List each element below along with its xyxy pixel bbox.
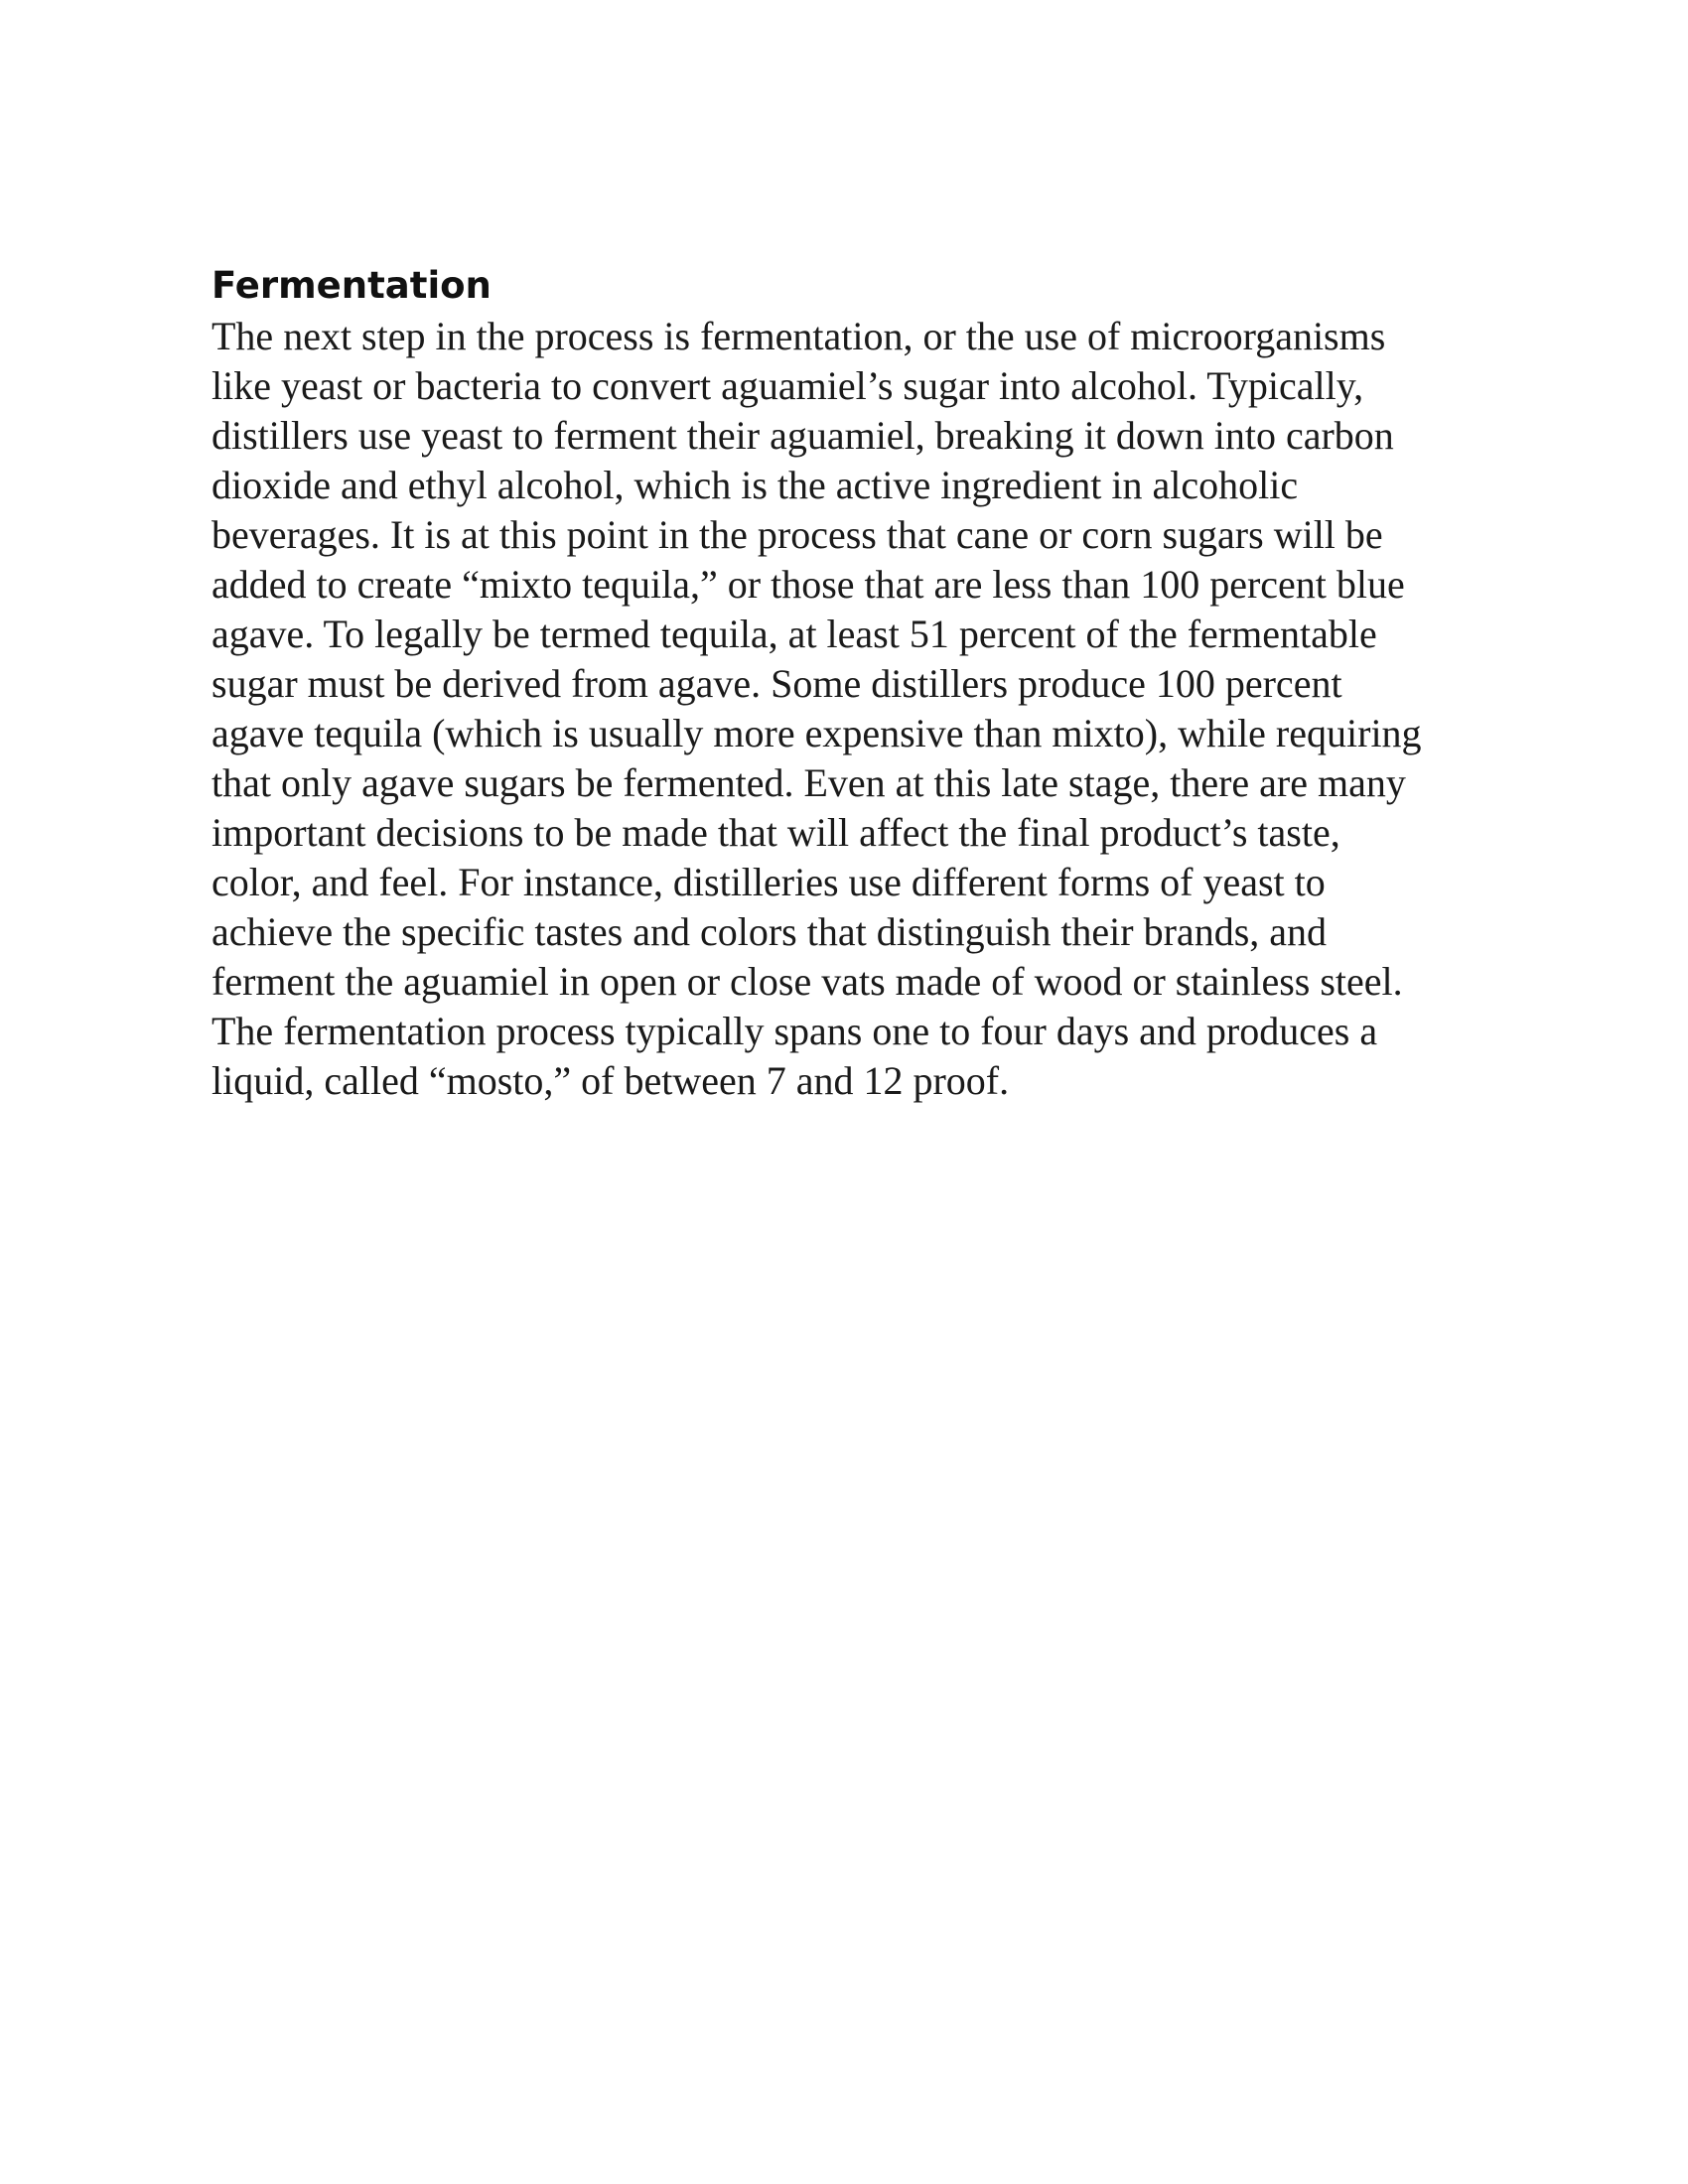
paragraph-line: ferment the aguamiel in open or close vats made of wood or stainless steel. bbox=[211, 959, 1403, 1004]
paragraph-line: that only agave sugars be fermented. Even at this late stage, there are many bbox=[211, 760, 1406, 805]
paragraph-line: dioxide and ethyl alcohol, which is the active ingredient in alcoholic bbox=[211, 463, 1299, 507]
paragraph-line: distillers use yeast to ferment their aguamiel, breaking it down into carbon bbox=[211, 413, 1394, 458]
paragraph-line: agave. To legally be termed tequila, at least 51 percent of the fermentable bbox=[211, 612, 1377, 656]
paragraph-line: liquid, called “mosto,” of between 7 and 12 proof. bbox=[211, 1058, 1010, 1103]
paragraph-line: The fermentation process typically spans one to four days and produces a bbox=[211, 1009, 1378, 1053]
paragraph-line: sugar must be derived from agave. Some distillers produce 100 percent bbox=[211, 661, 1342, 706]
section-fermentation bbox=[211, 260, 1492, 1106]
paragraph-line: added to create “mixto tequila,” or those that are less than 100 percent blue bbox=[211, 562, 1405, 607]
body-paragraph bbox=[211, 312, 1492, 1106]
section-heading: Fermentation bbox=[211, 264, 492, 307]
paragraph-line: like yeast or bacteria to convert aguamiel’s sugar into alcohol. Typically, bbox=[211, 363, 1364, 408]
paragraph-line: agave tequila (which is usually more expensive than mixto), while requiring bbox=[211, 711, 1422, 755]
paragraph-line: The next step in the process is fermentation, or the use of microorganisms bbox=[211, 314, 1386, 358]
paragraph-line: important decisions to be made that will affect the final product’s taste, bbox=[211, 810, 1340, 855]
paragraph-line: achieve the specific tastes and colors that distinguish their brands, and bbox=[211, 909, 1328, 954]
paragraph-line: color, and feel. For instance, distilleries use different forms of yeast to bbox=[211, 860, 1326, 904]
paragraph-line: beverages. It is at this point in the process that cane or corn sugars will be bbox=[211, 512, 1383, 557]
